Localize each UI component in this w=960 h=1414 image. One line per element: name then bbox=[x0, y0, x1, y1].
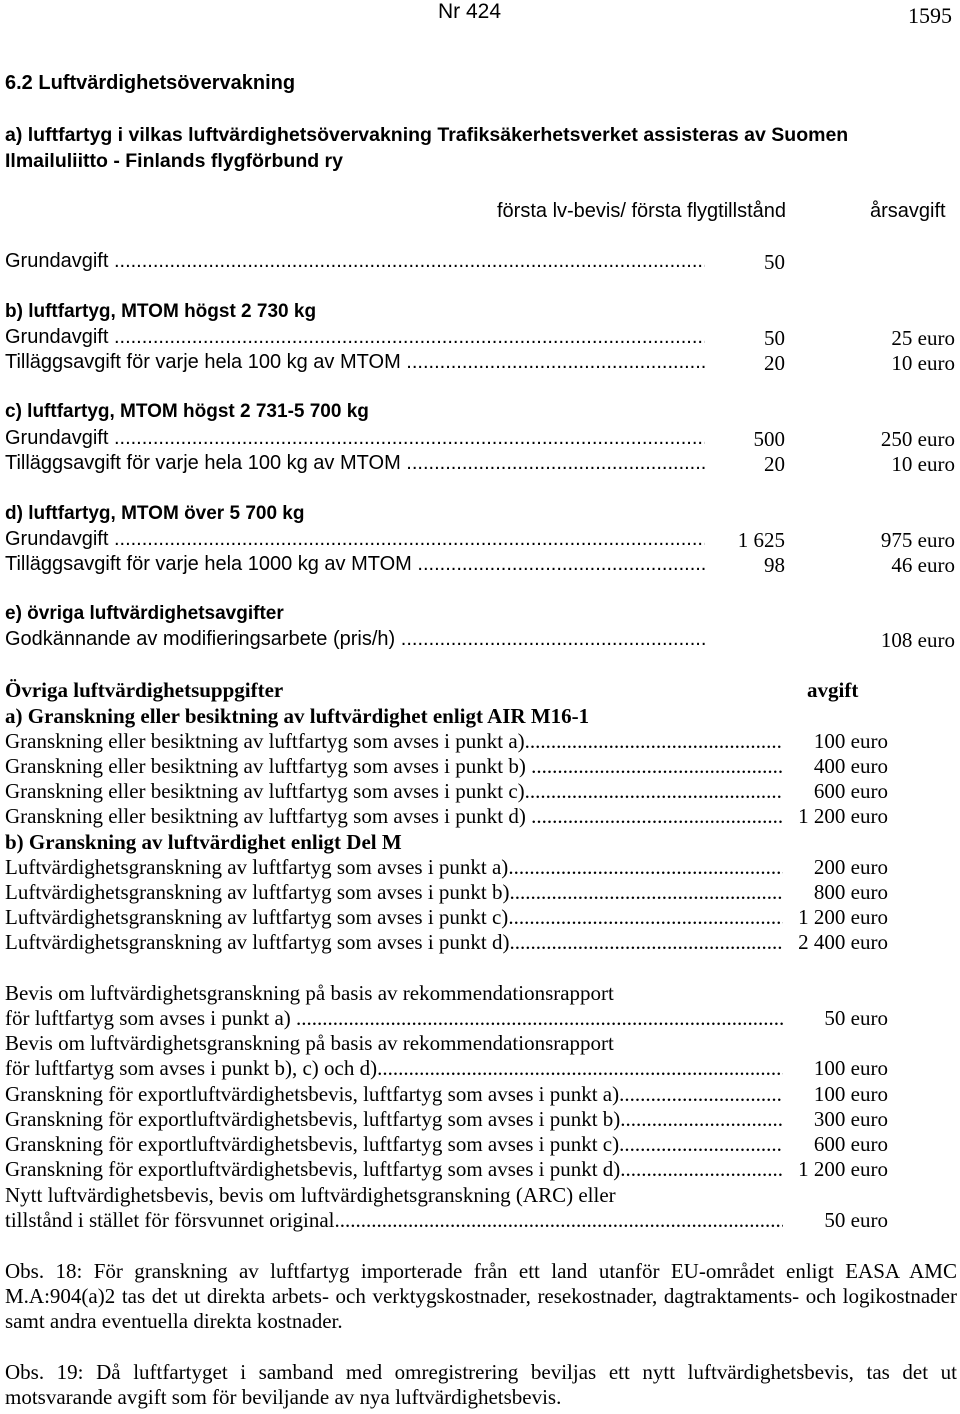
fee-row-fee: 600 euro bbox=[813, 1132, 888, 1156]
fee-column-header: avgift bbox=[807, 678, 859, 702]
fee-row-fee: 100 euro bbox=[813, 1056, 888, 1080]
fee-row-label: för luftfartyg som avses i punkt a) bbox=[5, 1006, 297, 1030]
fee-row-fee: 200 euro bbox=[813, 855, 888, 879]
fee-row-label: Luftvärdighetsgranskning av luftfartyg som avses i punkt a) bbox=[5, 855, 509, 879]
fee-row bbox=[5, 351, 955, 377]
part-e-heading: e) övriga luftvärdighetsavgifter bbox=[5, 603, 284, 624]
part-b-heading: b) luftfartyg, MTOM högst 2 730 kg bbox=[5, 301, 317, 322]
fee-row bbox=[5, 779, 955, 805]
fee-row bbox=[5, 804, 955, 830]
fee-row bbox=[5, 250, 955, 276]
fee-row-label: tillstånd i stället för försvunnet original bbox=[5, 1208, 335, 1232]
fee-row bbox=[5, 1157, 955, 1183]
fee-row bbox=[5, 1107, 955, 1133]
fee-row bbox=[5, 326, 955, 352]
fee-row-label: Granskning eller besiktning av luftfartyg som avses i punkt a) bbox=[5, 729, 525, 753]
fee-row-fee: 100 euro bbox=[813, 1082, 888, 1106]
fee-row bbox=[5, 528, 955, 554]
note-19: Obs. 19: Då luftfartyget i samband med omregistrering beviljas ett nytt luftvärdighetsbevis, tas det ut motsvarande avgift som för beviljande av nya luftvärdighetsbevis. bbox=[5, 1360, 957, 1409]
fee-row bbox=[5, 930, 955, 956]
fee-row-annual-value: 108 euro bbox=[880, 628, 955, 652]
fee-row bbox=[5, 754, 955, 780]
fee-row-label: för luftfartyg som avses i punkt b), c) och d) bbox=[5, 1056, 378, 1080]
fee-row-first-value: 98 bbox=[764, 553, 785, 577]
fee-row bbox=[5, 1082, 955, 1108]
fee-row-annual-value: 975 euro bbox=[880, 528, 955, 552]
fee-row bbox=[5, 1208, 955, 1234]
other-tasks-heading: Övriga luftvärdighetsuppgifter bbox=[5, 678, 284, 702]
note-18: Obs. 18: För granskning av luftfartyg importerade från ett land utanför EU-området enligt EASA AMC M.A:904(a)2 tas det ut direkta arbets- och verktygskostnader, resekostnader, dagtraktaments- och logikostnader samt andra eventuella direkta kostnader. bbox=[5, 1259, 957, 1333]
fee-row-label: Grundavgift bbox=[5, 326, 109, 348]
document-number: Nr 424 bbox=[438, 0, 502, 23]
fee-row bbox=[5, 905, 955, 931]
fee-row-fee: 1 200 euro bbox=[798, 905, 888, 929]
section-title: 6.2 Luftvärdighetsövervakning bbox=[5, 72, 296, 94]
fee-row-annual-value: 10 euro bbox=[891, 351, 955, 375]
fee-row-fee: 300 euro bbox=[813, 1107, 888, 1131]
fee-row-label: Granskning för exportluftvärdighetsbevis, luftfartyg som avses i punkt a) bbox=[5, 1082, 620, 1106]
fee-row-annual-value: 10 euro bbox=[891, 452, 955, 476]
fee-row-first-value: 20 bbox=[764, 452, 785, 476]
column-header-first-certificate: första lv-bevis/ första flygtillstånd bbox=[497, 200, 786, 222]
part-c-heading: c) luftfartyg, MTOM högst 2 731-5 700 kg bbox=[5, 401, 369, 422]
fee-row bbox=[5, 855, 955, 881]
fee-row-label: Granskning för exportluftvärdighetsbevis, luftfartyg som avses i punkt d) bbox=[5, 1157, 621, 1181]
fee-row-fee: 1 200 euro bbox=[798, 1157, 888, 1181]
part-a-heading: a) luftfartyg i vilkas luftvärdighetsövervakning Trafiksäkerhetsverket assisteras av Suomen Ilmailuliitto - Finlands flygförbund ry bbox=[5, 124, 849, 172]
certificate-text: Nytt luftvärdighetsbevis, bevis om luftvärdighetsgranskning (ARC) eller bbox=[5, 1183, 616, 1207]
page-number: 1595 bbox=[908, 3, 952, 28]
fee-row-label: Luftvärdighetsgranskning av luftfartyg som avses i punkt b) bbox=[5, 880, 510, 904]
subsection-a-heading: a) Granskning eller besiktning av luftvärdighet enligt AIR M16-1 bbox=[5, 704, 590, 728]
fee-row bbox=[5, 452, 955, 478]
fee-row-label: Grundavgift bbox=[5, 528, 109, 550]
fee-row-first-value: 50 bbox=[764, 250, 785, 274]
fee-row-label: Grundavgift bbox=[5, 427, 109, 449]
certificate-text: Bevis om luftvärdighetsgranskning på basis av rekommendationsrapport bbox=[5, 981, 614, 1005]
fee-row bbox=[5, 1006, 955, 1032]
fee-row bbox=[5, 628, 955, 654]
fee-row-fee: 50 euro bbox=[824, 1006, 888, 1030]
fee-row-label: Granskning eller besiktning av luftfartyg som avses i punkt c) bbox=[5, 779, 525, 803]
fee-row-fee: 1 200 euro bbox=[798, 804, 888, 828]
fee-row-label: Tilläggsavgift för varje hela 100 kg av MTOM bbox=[5, 351, 401, 373]
fee-row-fee: 400 euro bbox=[813, 754, 888, 778]
fee-row-first-value: 50 bbox=[764, 326, 785, 350]
fee-row-label: Granskning eller besiktning av luftfartyg som avses i punkt b) bbox=[5, 754, 532, 778]
fee-row-label: Luftvärdighetsgranskning av luftfartyg som avses i punkt d) bbox=[5, 930, 510, 954]
fee-row-annual-value: 250 euro bbox=[880, 427, 955, 451]
fee-row-label: Granskning för exportluftvärdighetsbevis, luftfartyg som avses i punkt c) bbox=[5, 1132, 620, 1156]
column-header-annual-fee: årsavgift bbox=[870, 200, 946, 222]
part-d-heading: d) luftfartyg, MTOM över 5 700 kg bbox=[5, 503, 305, 524]
fee-row-fee: 2 400 euro bbox=[798, 930, 888, 954]
fee-row-fee: 100 euro bbox=[813, 729, 888, 753]
fee-row-first-value: 20 bbox=[764, 351, 785, 375]
fee-row bbox=[5, 729, 955, 755]
fee-row bbox=[5, 427, 955, 453]
fee-row-label: Godkännande av modifieringsarbete (pris/h) bbox=[5, 628, 396, 650]
fee-row-label: Tilläggsavgift för varje hela 1000 kg av MTOM bbox=[5, 553, 412, 575]
fee-row-annual-value: 25 euro bbox=[891, 326, 955, 350]
fee-row bbox=[5, 1056, 955, 1082]
subsection-b-heading: b) Granskning av luftvärdighet enligt Del M bbox=[5, 830, 402, 854]
fee-row-label: Granskning för exportluftvärdighetsbevis, luftfartyg som avses i punkt b) bbox=[5, 1107, 621, 1131]
fee-row-label: Grundavgift bbox=[5, 250, 109, 272]
fee-row-label: Granskning eller besiktning av luftfartyg som avses i punkt d) bbox=[5, 804, 532, 828]
fee-row-fee: 800 euro bbox=[813, 880, 888, 904]
fee-row-fee: 50 euro bbox=[824, 1208, 888, 1232]
fee-row-annual-value: 46 euro bbox=[891, 553, 955, 577]
fee-row-first-value: 1 625 bbox=[737, 528, 785, 552]
fee-row bbox=[5, 880, 955, 906]
fee-row-label: Tilläggsavgift för varje hela 100 kg av MTOM bbox=[5, 452, 401, 474]
fee-row-label: Luftvärdighetsgranskning av luftfartyg som avses i punkt c) bbox=[5, 905, 509, 929]
certificate-text: Bevis om luftvärdighetsgranskning på basis av rekommendationsrapport bbox=[5, 1031, 614, 1055]
fee-row-fee: 600 euro bbox=[813, 779, 888, 803]
fee-row bbox=[5, 1132, 955, 1158]
fee-row-first-value: 500 bbox=[753, 427, 785, 451]
fee-row bbox=[5, 553, 955, 579]
